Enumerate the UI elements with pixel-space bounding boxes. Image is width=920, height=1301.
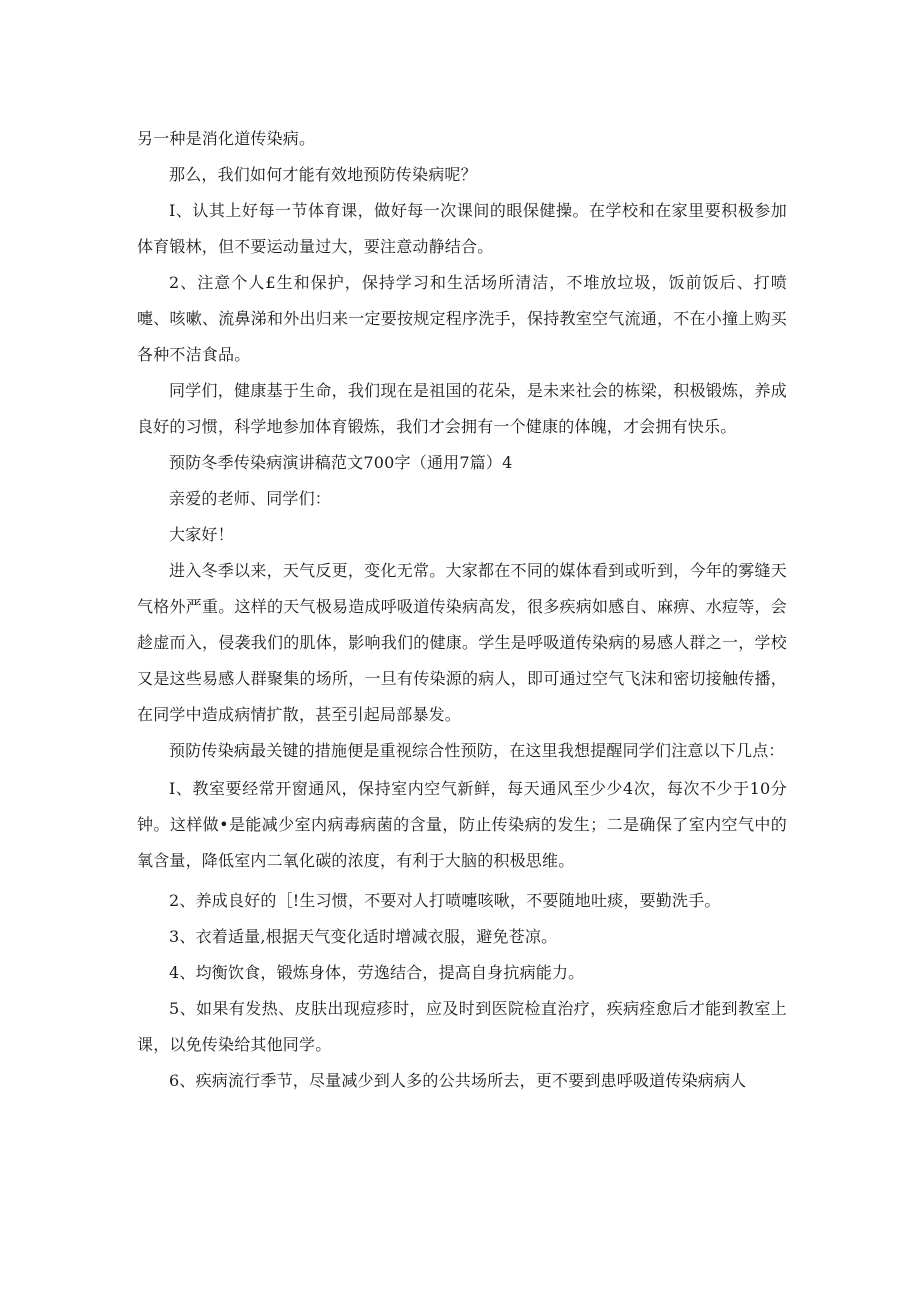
- list-item: 6、疾病流行季节，尽量减少到人多的公共场所去，更不要到患呼吸道传染病病人: [169, 1071, 747, 1090]
- paragraph: 2、注意个人£生和保护，保持学习和生活场所清洁，不堆放垃圾，饭前饭后、打喷嚏、咳嗽、流鼻涕和外出归来一定要按规定程序洗手，保持教室空气流通，不在小撞上购买各种不洁食品。: [137, 273, 787, 364]
- salutation: 亲爱的老师、同学们：: [169, 489, 332, 508]
- document-body: [137, 121, 787, 1099]
- list-item: 3、衣着适量,根据天气变化适时增减衣服，避免苍凉。: [169, 927, 558, 946]
- paragraph: 预防传染病最关键的措施便是重视综合性预防，在这里我想提醒同学们注意以下几点：: [169, 741, 785, 760]
- list-item: 4、均衡饮食，锻炼身体，劳逸结合，提高自身抗病能力。: [169, 963, 585, 982]
- list-item: I、教室要经常开窗通风，保持室内空气新鲜，每天通风至少少4次，每次不少于10分钟。这样做•是能减少室内病毒病菌的含量，防止传染病的发生；二是确保了室内空气中的氧含量，降低室内二氧化碳的浓度，有利于大脑的积极思维。: [137, 779, 787, 870]
- list-item: 5、如果有发热、皮肤出现痘疹时，应及时到医院检直治疗，疾病痊愈后才能到教室上课，以免传染给其他同学。: [137, 999, 787, 1054]
- list-item: 2、养成良好的［!生习惯，不要对人打喷嚏咳啾，不要随地吐痰，要勤洗手。: [169, 891, 721, 910]
- paragraph: 那么，我们如何才能有效地预防传染病呢？: [169, 165, 477, 184]
- paragraph: 同学们，健康基于生命，我们现在是祖国的花朵，是未来社会的栋梁，积极锻炼，养成良好的习惯，科学地参加体育锻炼，我们才会拥有一个健康的体魄，才会拥有快乐。: [137, 381, 787, 436]
- section-title: 预防冬季传染病演讲稿范文700字（通用7篇）4: [169, 453, 513, 472]
- paragraph: 进入冬季以来，天气反更，变化无常。大家都在不同的媒体看到或听到，今年的雾缝天气格外严重。这样的天气极易造成呼吸道传染病高发，很多疾病如感自、麻痹、水痘等，会趁虚而入，侵袭我们的肌体，影响我们的健康。学生是呼吸道传染病的易感人群之一，学校又是这些易感人群聚集的场所，一旦有传染源的病人，即可通过空气飞沫和密切接触传播，在同学中造成病情扩散，甚至引起局部暴发。: [137, 561, 787, 724]
- paragraph: 另一种是消化道传染病。: [137, 129, 316, 148]
- paragraph: I、认其上好每一节体育课，做好每一次课间的眼保健操。在学校和在家里要积极参加体育锻林，但不要运动量过大，要注意动静结合。: [137, 201, 787, 256]
- greeting: 大家好！: [169, 525, 234, 544]
